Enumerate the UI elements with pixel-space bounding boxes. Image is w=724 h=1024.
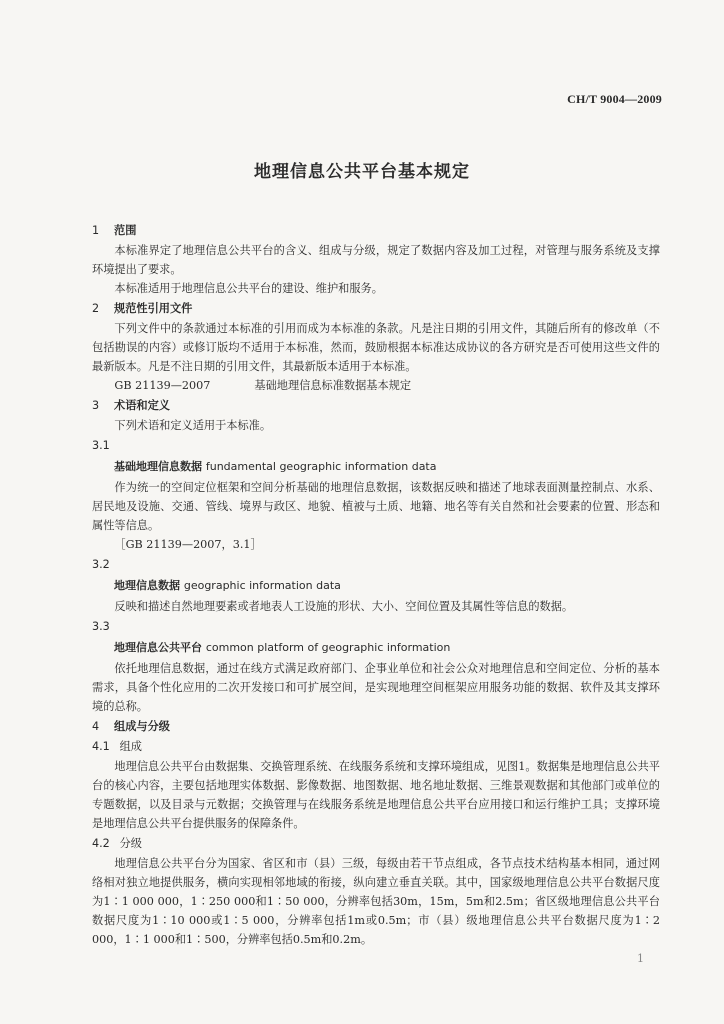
paragraph: 本标准适用于地理信息公共平台的建设、维护和服务。: [114, 282, 383, 295]
subsection-heading-levels: 4.2 分级: [92, 837, 142, 850]
section-heading-scope: 1 范围: [92, 224, 137, 237]
term-definition: 反映和描述自然地理要素或者地表人工设施的形状、大小、空间位置及其属性等信息的数据。: [114, 600, 574, 613]
referenced-standard-title: 基础地理信息标准数据基本规定: [254, 379, 412, 392]
paragraph: 下列文件中的条款通过本标准的引用而成为本标准的条款。凡是注日期的引用文件，其随后所有的修改单（不包括勘误的内容）或修订版均不适用于本标准，然而，鼓励根据本标准达成协议的各方研究是否可使用这些文件的最新版本。凡是不注日期的引用文件，其最新版本适用于本标准。: [92, 322, 660, 373]
term-number: 3.1: [92, 439, 110, 452]
page-number: 1: [637, 952, 644, 965]
term-entry: 基础地理信息数据 fundamental geographic information data: [114, 460, 437, 473]
paragraph: 地理信息公共平台由数据集、交换管理系统、在线服务系统和支撑环境组成，见图1。数据集是地理信息公共平台的核心内容，主要包括地理实体数据、影像数据、地图数据、地名地址数据、三维景观数据和其他部门或单位的专题数据，以及目录与元数据；交换管理与在线服务系统是地理信息公共平台应用接口和运行维护工具；支撑环境是地理信息公共平台提供服务的保障条件。: [92, 760, 660, 830]
term-entry: 地理信息公共平台 common platform of geographic information: [114, 641, 451, 654]
paragraph: 下列术语和定义适用于本标准。: [114, 419, 272, 432]
standard-code: CH/T 9004—2009: [567, 92, 662, 106]
referenced-standard: [92, 376, 660, 395]
term-source: ［GB 21139—2007，3.1］: [114, 538, 262, 551]
section-heading-terms: 3 术语和定义: [92, 399, 170, 412]
term-number: 3.3: [92, 620, 110, 633]
subsection-heading-components: 4.1 组成: [92, 740, 142, 753]
term-number: 3.2: [92, 558, 110, 571]
term-definition: 作为统一的空间定位框架和空间分析基础的地理信息数据，该数据反映和描述了地球表面测量控制点、水系、居民地及设施、交通、管线、境界与政区、地貌、植被与土质、地籍、地名等有关自然和社会要素的位置、形态和属性等信息。: [92, 481, 660, 532]
document-title: 地理信息公共平台基本规定: [254, 162, 470, 182]
term-entry: 地理信息数据 geographic information data: [114, 579, 341, 592]
term-definition: 依托地理信息数据，通过在线方式满足政府部门、企事业单位和社会公众对地理信息和空间定位、分析的基本需求，具备个性化应用的二次开发接口和可扩展空间，是实现地理空间框架应用服务功能的数据、软件及其支撑环境的总称。: [92, 662, 660, 713]
section-heading-normative-references: 2 规范性引用文件: [92, 302, 193, 315]
paragraph: 本标准界定了地理信息公共平台的含义、组成与分级，规定了数据内容及加工过程，对管理与服务系统及支撑环境提出了要求。: [92, 244, 660, 276]
paragraph: 地理信息公共平台分为国家、省区和市（县）三级，每级由若干节点组成，各节点技术结构基本相同，通过网络相对独立地提供服务，横向实现相邻地域的衔接，纵向建立垂直关联。其中，国家级地理信息公共平台数据尺度为1∶1 000 000，1∶250 000和1∶50 000，分辨率包括30m，15m，5m和2.5m；省区级地理信息公共平台数据尺度为1∶10 000或1∶5 000，分辨率包括1m或0.5m；市（县）级地理信息公共平台数据尺度为1∶2 000，1∶1 000和1∶500，分辨率包括0.5m和0.2m。: [92, 857, 660, 946]
section-heading-composition: 4 组成与分级: [92, 720, 170, 733]
document-body: [92, 220, 660, 949]
referenced-standard-code: GB 21139—2007: [114, 379, 211, 392]
